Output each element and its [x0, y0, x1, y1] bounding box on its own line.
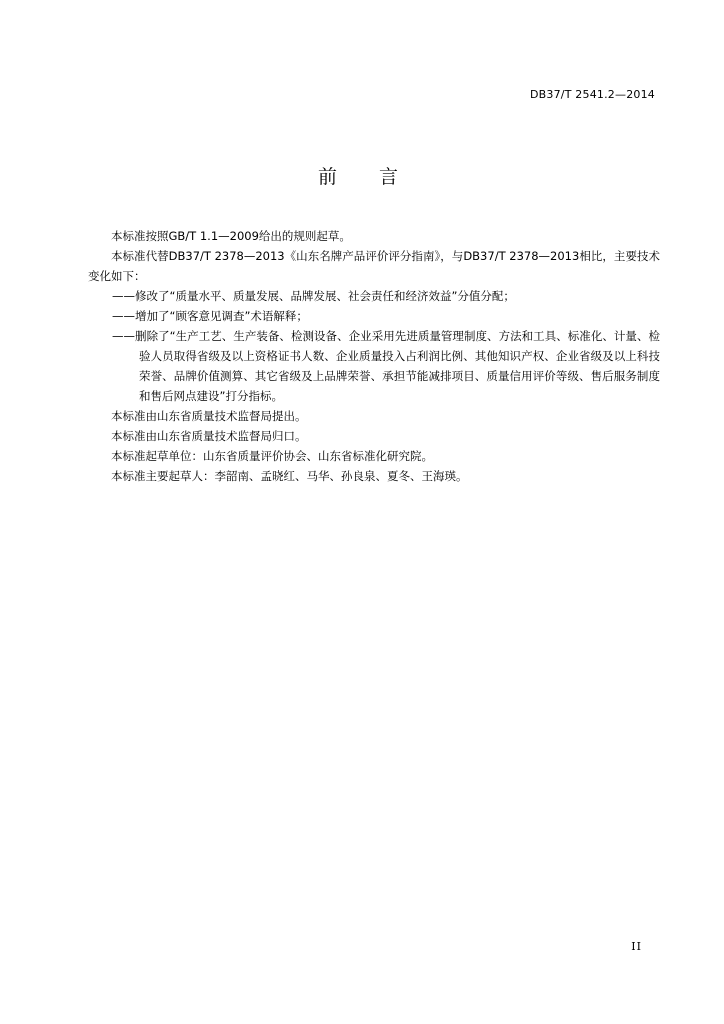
- document-code: DB37/T 2541.2—2014: [529, 88, 655, 101]
- paragraph-drafting-units: 本标准起草单位：山东省质量评价协会、山东省标准化研究院。: [111, 449, 433, 463]
- paragraph-drafters: 本标准主要起草人：李韶南、孟晓红、马华、孙良泉、夏冬、王海瑛。: [111, 469, 468, 483]
- paragraph-managed-by: 本标准由山东省质量技术监督局归口。: [111, 429, 307, 443]
- change-item-deleted: ——删除了“生产工艺、生产装备、检测设备、企业采用先进质量管理制度、方法和工具、标准化、计量、检验人员取得省级及以上资格证书人数、企业质量投入占利润比例、其他知识产权、企业省级及以上科技荣誉、品牌价值测算、其它省级及上品牌荣誉、承担节能减排项目、质量信用评价等级、售后服务制度和售后网点建设”打分指标。: [112, 329, 660, 403]
- paragraph-drafting-rules: 本标准按照GB/T 1.1—2009给出的规则起草。: [111, 229, 351, 243]
- paragraph-proposed-by: 本标准由山东省质量技术监督局提出。: [111, 409, 307, 423]
- change-item-added: ——增加了“顾客意见调查”术语解释；: [112, 309, 308, 323]
- paragraph-replacement: 本标准代替DB37/T 2378—2013《山东名牌产品评价评分指南》，与DB37/T 2378—2013相比，主要技术变化如下：: [88, 249, 660, 283]
- change-item-modified: ——修改了“质量水平、质量发展、品牌发展、社会责任和经济效益”分值分配；: [112, 289, 515, 303]
- page-title: 前 言: [317, 166, 417, 188]
- page-number: II: [631, 940, 642, 953]
- foreword-body: [88, 226, 660, 486]
